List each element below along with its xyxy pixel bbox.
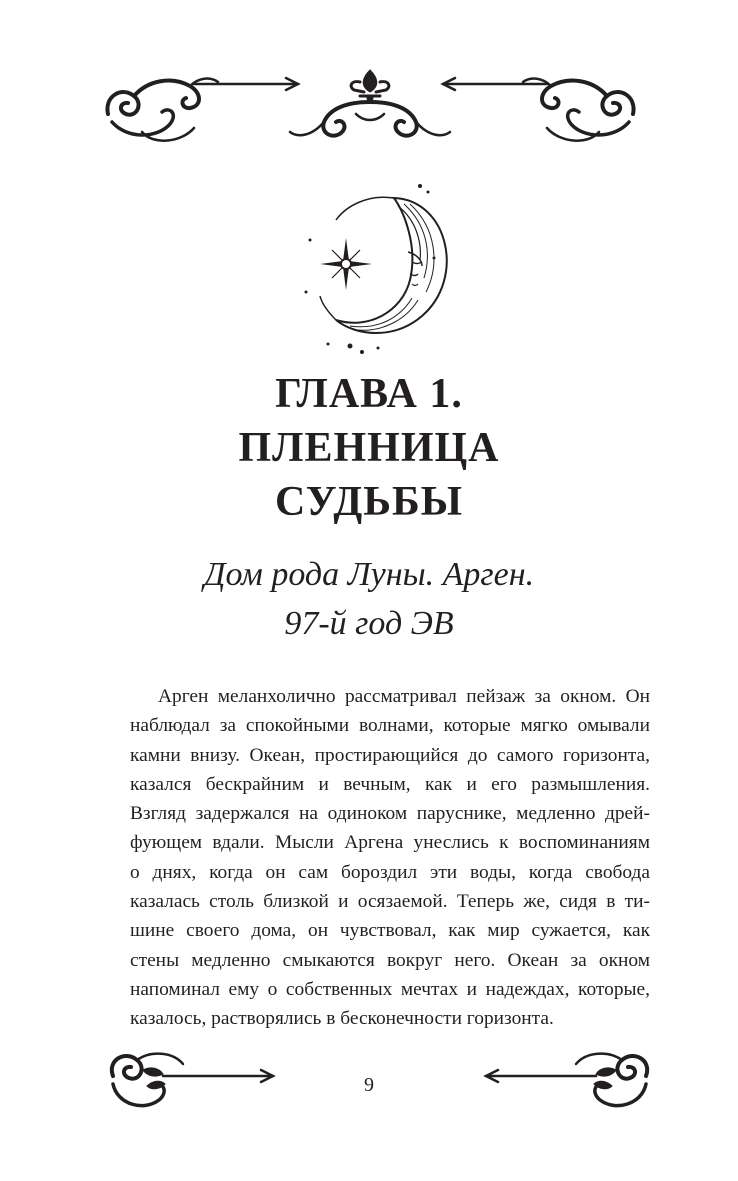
chapter-subtitle-line-2: 97-й год ЭВ: [284, 605, 454, 642]
body-line: о днях, когда он сам бороздил эти воды, когда свобода: [130, 861, 650, 883]
body-line: шине своего дома, он чувствовал, как мир сужается, как: [130, 920, 650, 942]
body-line: наблюдал за спокойными волнами, которые мягко омывали: [130, 715, 650, 737]
body-line: фующем вдали. Мысли Аргена унеслись к воспоминаниям: [130, 832, 650, 854]
body-line: казался бескрайним и вечным, как и его размышления.: [130, 773, 650, 795]
chapter-title-line-2: ПЛЕННИЦА: [238, 425, 500, 471]
body-line: камни внизу. Океан, простирающийся до самого горизонта,: [130, 744, 650, 766]
body-line: стены медленно смыкаются вокруг него. Океан за окном: [130, 949, 650, 971]
body-line: казалось, растворялись в бесконечности горизонта.: [130, 1008, 554, 1030]
body-line: Взгляд задержался на одиноком паруснике, медленно дрей-: [130, 803, 650, 825]
chapter-title-line-3: СУДЬБЫ: [274, 479, 464, 525]
page-number: 9: [364, 1074, 374, 1096]
top-ornament-icon: [98, 62, 643, 146]
body-paragraph: [130, 682, 650, 1034]
body-line: казалась столь близкой и осязаемой. Теперь же, сидя в ти-: [130, 891, 650, 913]
body-line: Арген меланхолично рассматривал пейзаж за окном. Он: [158, 686, 650, 707]
crescent-moon-face-icon: [298, 180, 450, 358]
chapter-subtitle-line-1: Дом рода Луны. Арген.: [203, 556, 535, 593]
chapter-title-line-1: ГЛАВА 1.: [275, 371, 463, 417]
body-line: напоминал ему о собственных мечтах и надеждах, которые,: [130, 978, 650, 1000]
